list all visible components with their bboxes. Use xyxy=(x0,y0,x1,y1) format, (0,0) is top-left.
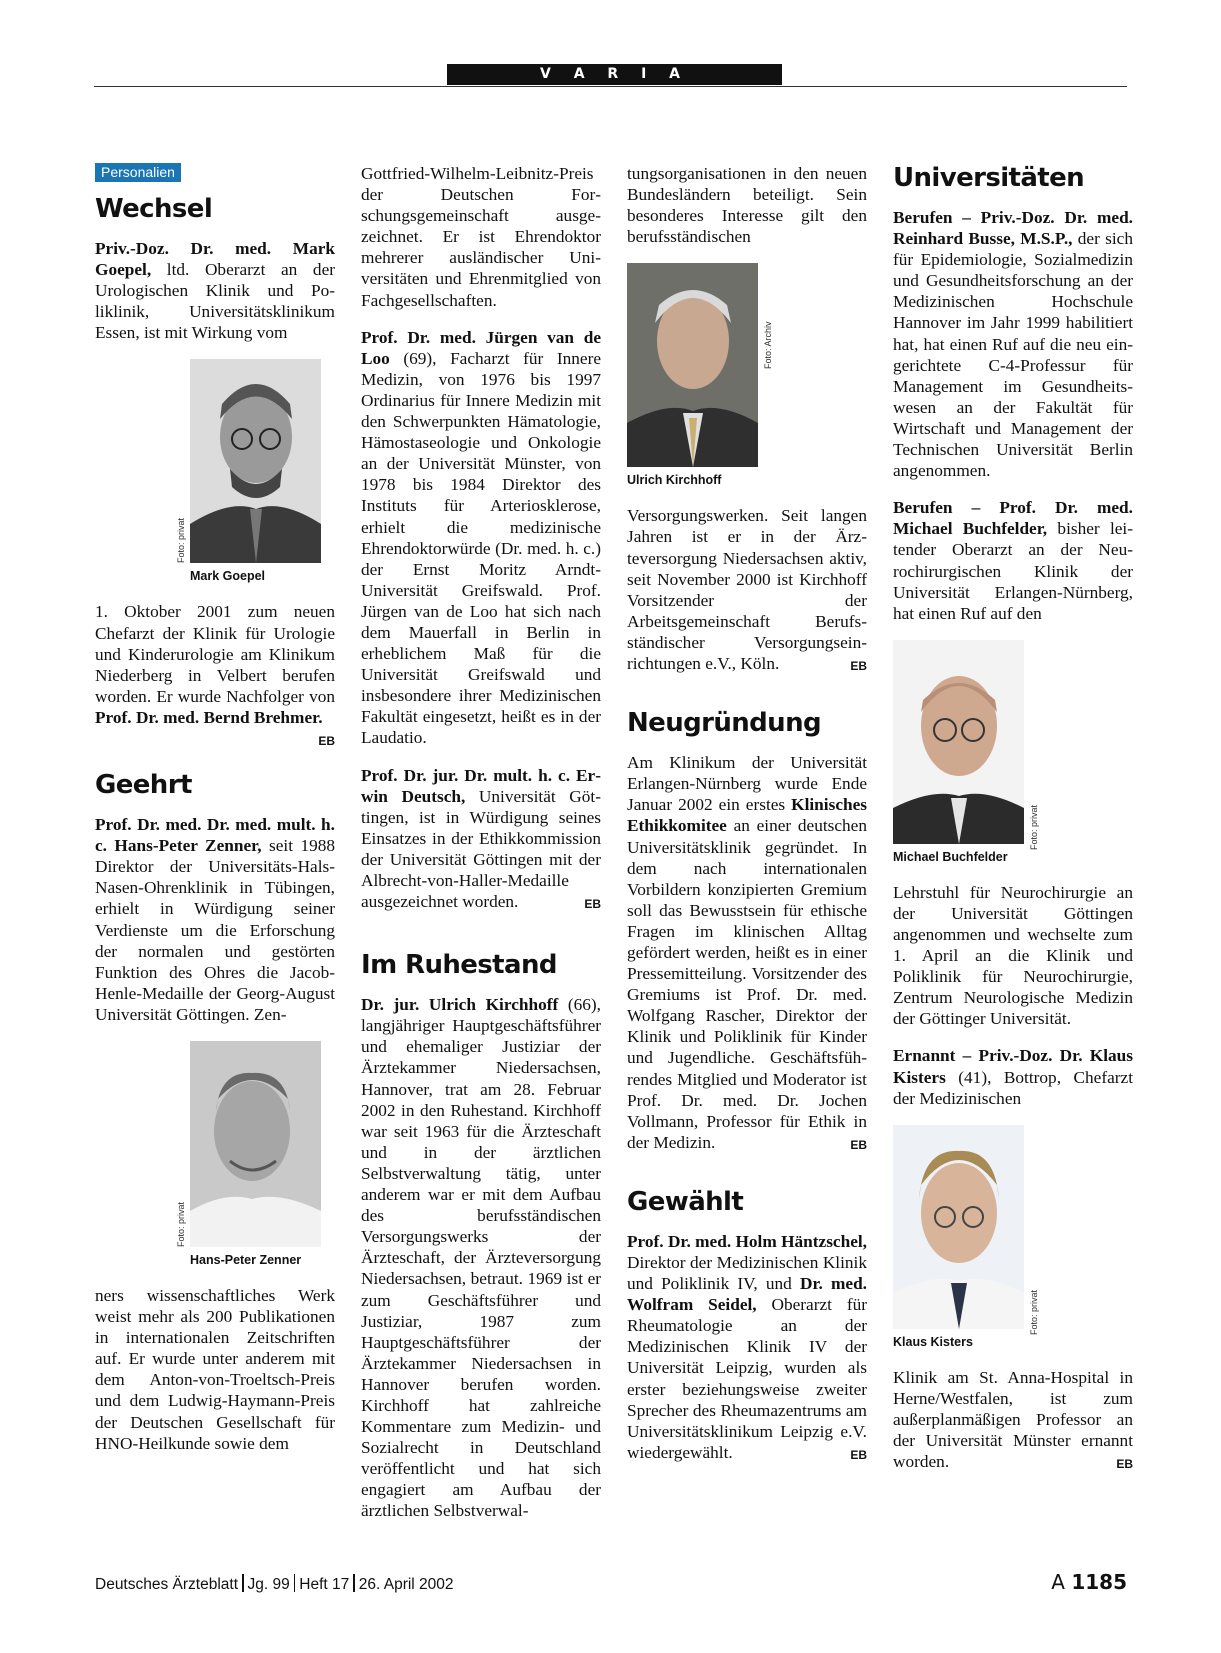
header-rule xyxy=(94,86,1127,87)
heading-neugruendung: Neugründung xyxy=(627,708,821,739)
category-tag: Personalien xyxy=(95,163,181,182)
divider xyxy=(242,1574,244,1592)
photo-figure xyxy=(176,1041,321,1267)
paragraph: tungsorganisationen in den neuen Bundesländern beteiligt. Sein besonderes Interesse gilt den berufsständischen xyxy=(627,164,867,247)
author-initials: EB xyxy=(850,1447,867,1462)
photo-caption: Hans-Peter Zenner xyxy=(190,1252,302,1267)
photo-figure xyxy=(176,359,321,584)
volume: Jg. 99 xyxy=(247,1576,290,1593)
paragraph: Versorgungswerken. Seit langen Jahren ist er in der Ärzteversorgung Niedersachsen aktiv, seit November 2000 ist Kirchhoff Vorsitzender der Arbeitsgemeinschaft Berufsständischer Versorgungseinrichtungen e.V., Köln. EB xyxy=(627,505,867,674)
column-2 xyxy=(361,163,601,1538)
portrait-photo xyxy=(190,1041,321,1247)
issue-date: 26. April 2002 xyxy=(358,1576,454,1593)
photo-figure xyxy=(893,1125,1039,1349)
photo-figure xyxy=(893,640,1039,864)
photo-credit: Foto: privat xyxy=(176,1201,186,1247)
portrait-photo xyxy=(893,640,1024,844)
portrait-photo xyxy=(627,263,758,467)
photo-figure xyxy=(627,263,773,488)
portrait-photo xyxy=(893,1125,1024,1329)
paragraph: Prof. Dr. med. Dr. med. mult. h. c. Hans-Peter Zenner, seit 1988 Direktor der Universitäts-Hals-Nasen-Ohrenklinik in Tübingen, erhielt in Würdigung seiner Verdienste um die Erforschung der normalen und gestörten Funktion des Ohres die Jacob-Henle-Medaille der Georg-August Universität Göttingen. Zen- xyxy=(95,815,336,1024)
portrait-photo xyxy=(190,359,321,563)
photo-caption: Michael Buchfelder xyxy=(893,849,1008,864)
heading-gewaehlt: Gewählt xyxy=(627,1186,744,1217)
paragraph: Berufen – Priv.-Doz. Dr. med. Reinhard Busse, M.S.P., der sich für Epidemiologie, Sozialmedizin und Gesundheitsforschung an der Medizinischen Hochschule Hannover im Jahr 1999 habilitiert hat, hat einen Ruf auf die neu eingerichtete C-4-Professur für Management im Gesundheitswesen an der Fakultät für Wirtschaft und Management der Technischen Universität Berlin angenommen. xyxy=(893,208,1133,481)
page-prefix: A xyxy=(1051,1570,1065,1594)
column-1 xyxy=(95,163,335,1470)
photo-credit: Foto: privat xyxy=(176,518,186,564)
author-initials: EB xyxy=(1116,1457,1133,1472)
divider xyxy=(294,1574,296,1592)
photo-caption: Mark Goepel xyxy=(190,569,266,584)
page-number xyxy=(1051,1570,1127,1594)
divider xyxy=(353,1574,355,1592)
author-initials: EB xyxy=(318,734,335,749)
paragraph: Ernannt – Priv.-Doz. Dr. Klaus Kisters (41), Bottrop, Chefarzt der Medizinischen xyxy=(893,1046,1133,1108)
heading-geehrt: Geehrt xyxy=(95,770,192,801)
journal-name: Deutsches Ärzteblatt xyxy=(95,1576,239,1593)
heading-wechsel: Wechsel xyxy=(95,194,213,224)
paragraph: Gottfried-Wilhelm-Leibnitz-Preis der Deutschen Forschungsgemeinschaft ausgezeichnet. Er ist Ehrendoktor mehrerer ausländischer Universitäten und Ehrenmitglied von Fachgesellschaften. xyxy=(361,164,601,310)
photo-caption: Klaus Kisters xyxy=(893,1334,973,1349)
paragraph: Dr. jur. Ulrich Kirchhoff (66), langjähriger Hauptgeschäftsführer und ehemaliger Justiziar der Ärztekammer Niedersachsen, Hannover, trat am 28. Februar 2002 in den Ruhestand. Kirchhoff war seit 1963 für die Ärzteschaft und in der ärztlichen Selbstverwaltung tätig, unter anderem war er mit dem Aufbau des berufsständischen Versorgungswerks der Ärzteschaft, der Ärzteversorgung Niedersachsen, betraut. 1969 ist er zum Geschäftsführer und Justiziar, 1987 zum Hauptgeschäftsführer der Ärztekammer Niedersachsen in Hannover berufen worden. Kirchhoff hat zahlreiche Kommentare zum Medizin- und Sozialrecht in Deutschland veröffentlicht und hat sich engagiert am Aufbau der ärztlichen Selbstverwal- xyxy=(361,995,601,1521)
photo-caption: Ulrich Kirchhoff xyxy=(627,473,722,488)
author-initials: EB xyxy=(850,1137,867,1152)
author-initials: EB xyxy=(584,897,601,912)
paragraph: Prof. Dr. med. Jürgen van de Loo (69), Facharzt für Innere Medizin, von 1976 bis 1997 Ordinarius für Innere Medizin mit den Schwerpunkten Hämatologie, Hämostaseologie und Onkologie an der Universität Münster, von 1978 bis 1984 Direktor des Instituts für Arteriosklerose, erhielt die medizinische Ehrendoktorwürde (Dr. med. h. c.) der Ernst Moritz Arndt-Universität Greifswald. Prof. Jürgen van de Loo hat sich nach dem Mauerfall in Berlin in erheblichem Maß für die Universität Greifswald und insbesondere ihrer Medizinischen Fakultät eingesetzt, heißt es in der Laudatio. xyxy=(361,327,601,748)
paragraph: Lehrstuhl für Neurochirurgie an der Universität Göttingen angenommen und wechselte zum 1. April an die Klinik und Poliklinik für Neurochirurgie, Zentrum Neurologische Medizin der Göttinger Universität. xyxy=(893,882,1133,1029)
photo-credit: Foto: privat xyxy=(1029,804,1039,850)
paragraph: Am Klinikum der Universität Erlangen-Nürnberg wurde Ende Januar 2002 ein erstes Klinisches Ethikkomitee an einer deutschen Universitätsklinik gegründet. In dem nach internationalen Vorbildern konzipierten Gremium soll das Bewusstsein für ethische Fragen im klinischen Alltag gefördert werden, heißt es in einer Pressemitteilung. Vorsitzender des Gremiums ist Prof. Dr. med. Wolfgang Rascher, Direktor der Klinik und Poliklinik für Kinder und Jugendliche. Geschäftsführendes Mitglied und Moderator ist Prof. Dr. med. Dr. Jochen Vollmann, Professor für Ethik in der Medizin. EB xyxy=(627,752,867,1153)
paragraph: Berufen – Prof. Dr. med. Michael Buchfelder, bisher leitender Oberarzt an der Neurochirurgischen Klinik der Universität Erlangen-Nürnberg, hat einen Ruf auf den xyxy=(893,498,1134,623)
section-header: V A R I A xyxy=(447,64,782,85)
page-footer xyxy=(95,1574,454,1594)
page-number-value: 1185 xyxy=(1071,1570,1127,1594)
heading-ruhestand: Im Ruhestand xyxy=(361,950,557,981)
paragraph: 1. Oktober 2001 zum neuen Chefarzt der Klinik für Urologie und Kinderurologie am Klinikum Niederberg in Velbert berufen worden. Er wurde Nachfolger von Prof. Dr. med. Bernd Brehmer. EB xyxy=(95,601,335,728)
paragraph: Klinik am St. Anna-Hospital in Herne/Westfalen, ist zum außerplanmäßigen Professor an der Universität Münster ernannt worden. EB xyxy=(893,1367,1133,1472)
column-3 xyxy=(627,163,867,1479)
photo-credit: Foto: privat xyxy=(1029,1289,1039,1335)
paragraph: Prof. Dr. med. Holm Häntzschel, Direktor der Medizinischen Klinik und Poliklinik IV, und Dr. med. Wolfram Seidel, Oberarzt für Rheumatologie an der Medizinischen Klinik IV der Universität Leipzig, wurden als erster beziehungsweise zweiter Sprecher des Rheumazentrums am Universitätsklinikum Leipzig e.V. wiedergewählt. EB xyxy=(627,1231,867,1463)
paragraph: Priv.-Doz. Dr. med. Mark Goepel, ltd. Oberarzt an der Urologischen Klinik und Poliklinik, Universitätsklinikum Essen, ist mit Wirkung vom xyxy=(95,239,335,343)
heading-universitaeten: Universitäten xyxy=(893,163,1085,193)
paragraph: ners wissenschaftliches Werk weist mehr als 200 Publikationen in internationalen Zeitschriften auf. Er wurde unter anderem mit dem Anton-von-Troeltsch-Preis und dem Ludwig-Haymann-Preis der Deutschen Gesellschaft für HNO-Heilkunde sowie dem xyxy=(95,1285,335,1453)
column-4 xyxy=(893,163,1133,1488)
photo-credit: Foto: Archiv xyxy=(763,321,773,370)
paragraph: Prof. Dr. jur. Dr. mult. h. c. Erwin Deutsch, Universität Göttingen, ist in Würdigung seines Einsatzes in der Ethikkommission der Universität Göttingen mit der Albrecht-von-Haller-Medaille ausgezeichnet worden. EB xyxy=(361,765,601,913)
author-initials: EB xyxy=(850,659,867,674)
issue: Heft 17 xyxy=(299,1576,350,1593)
